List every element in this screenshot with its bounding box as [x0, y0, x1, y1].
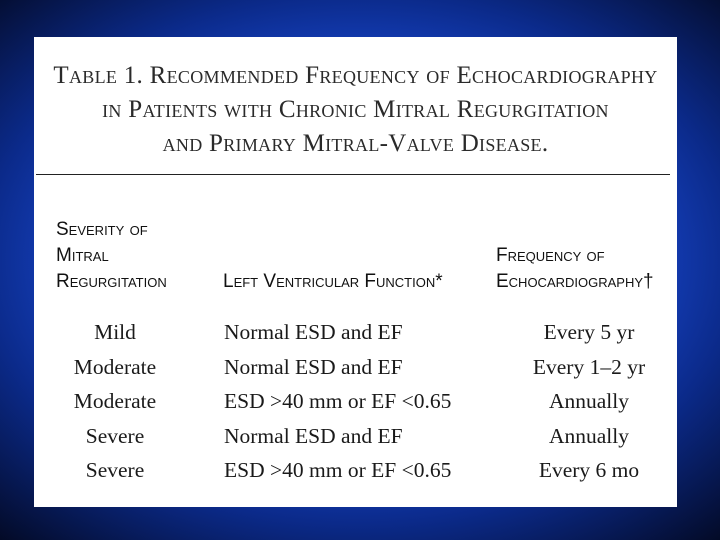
column-header-frequency-line-1: Frequency of [496, 245, 605, 266]
table-row [34, 317, 677, 352]
table-row [34, 386, 677, 421]
table-title-line-1: Table 1. Recommended Frequency of Echocardiography [53, 62, 658, 89]
column-header-severity-line-2: Mitral [56, 245, 109, 266]
frequency-cell: Annually [548, 423, 630, 448]
lv-function-cell: Normal ESD and EF [224, 354, 403, 379]
severity-cell: Severe [85, 458, 145, 482]
frequency-cell: Every 5 yr [543, 320, 635, 344]
column-header-frequency-line-2: Echocardiography† [496, 271, 654, 292]
title-divider [36, 174, 670, 175]
column-header-lv-function [223, 269, 483, 295]
column-header-severity-line-3: Regurgitation [56, 271, 167, 292]
table-title-line-3: and Primary Mitral-Valve Disease. [162, 130, 549, 157]
table-title [34, 59, 677, 161]
severity-cell: Moderate [73, 389, 157, 413]
table-body [34, 317, 677, 490]
lv-function-cell: ESD >40 mm or EF <0.65 [224, 458, 452, 482]
frequency-cell: Every 1–2 yr [532, 354, 646, 379]
lv-function-cell: Normal ESD and EF [224, 320, 403, 344]
table-row [34, 421, 677, 456]
lv-function-cell: Normal ESD and EF [224, 423, 403, 448]
table-panel [34, 37, 677, 507]
lv-function-cell: ESD >40 mm or EF <0.65 [224, 389, 452, 413]
severity-cell: Severe [85, 423, 145, 448]
column-header-lv-function-line-1: Left Ventricular Function* [223, 271, 443, 292]
severity-cell: Moderate [73, 354, 157, 379]
table-row [34, 352, 677, 387]
frequency-cell: Every 6 mo [538, 458, 640, 482]
column-header-frequency [496, 243, 676, 295]
table-title-line-2: in Patients with Chronic Mitral Regurgitation [102, 96, 609, 123]
table-row [34, 455, 677, 490]
severity-cell: Mild [94, 320, 136, 344]
column-header-severity [56, 217, 226, 295]
column-header-severity-line-1: Severity of [56, 219, 148, 240]
frequency-cell: Annually [548, 389, 630, 413]
